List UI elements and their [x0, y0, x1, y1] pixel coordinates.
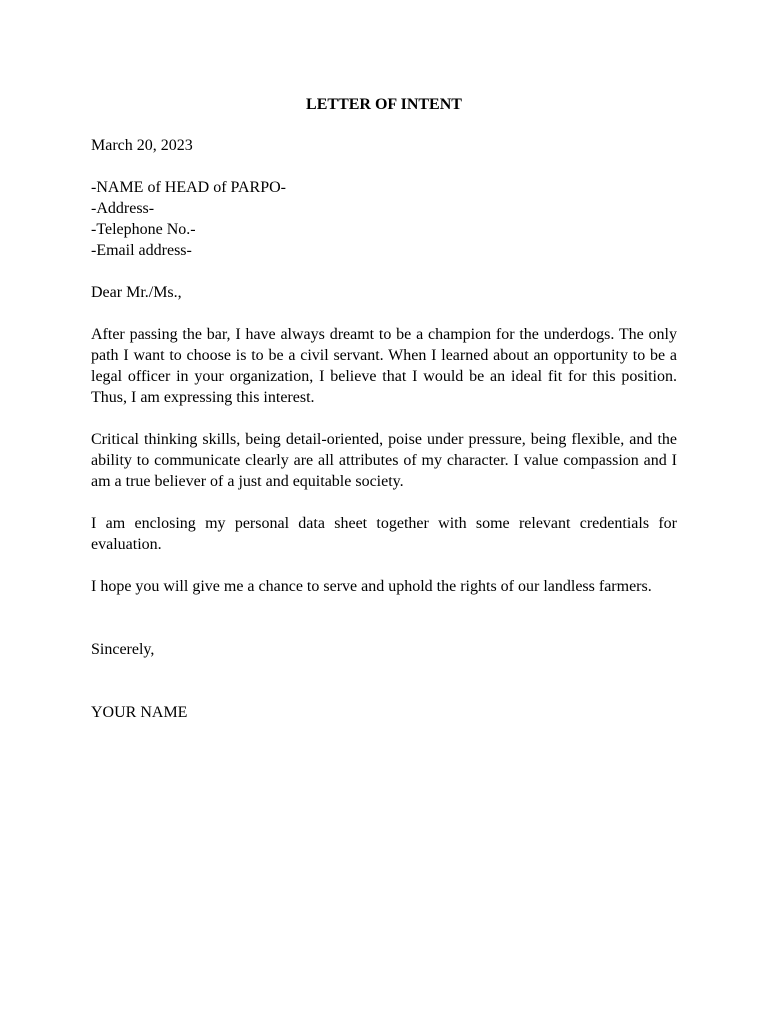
document-title: LETTER OF INTENT — [306, 96, 462, 113]
body-paragraph: I am enclosing my personal data sheet together with some relevant credentials for evaluation. — [91, 515, 677, 553]
recipient-address: -Address- — [91, 200, 155, 217]
body-paragraph: I hope you will give me a chance to serve and uphold the rights of our landless farmers. — [91, 578, 652, 595]
spacer — [91, 156, 677, 177]
letter-date: March 20, 2023 — [91, 137, 193, 154]
spacer — [91, 597, 677, 639]
closing: Sincerely, — [91, 641, 155, 658]
letter-body — [91, 135, 677, 723]
spacer — [91, 660, 677, 702]
body-paragraph: Critical thinking skills, being detail-oriented, poise under pressure, being flexible, and the ability to communicate clearly are all attributes of my character. I value compassion and I am a true believer of a just and equitable society. — [91, 431, 677, 490]
recipient-email: -Email address- — [91, 242, 192, 259]
signature-name: YOUR NAME — [91, 704, 188, 721]
spacer — [91, 261, 677, 282]
recipient-name: -NAME of HEAD of PARPO- — [91, 179, 286, 196]
spacer — [91, 492, 677, 513]
body-paragraph: After passing the bar, I have always dreamt to be a champion for the underdogs. The only path I want to choose is to be a civil servant. When I learned about an opportunity to be a legal officer in your organization, I believe that I would be an ideal fit for this position. Thus, I am expressing this interest. — [91, 326, 677, 406]
salutation: Dear Mr./Ms., — [91, 284, 182, 301]
spacer — [91, 303, 677, 324]
spacer — [91, 555, 677, 576]
recipient-telephone: -Telephone No.- — [91, 221, 196, 238]
recipient-block — [91, 177, 677, 261]
spacer — [91, 408, 677, 429]
